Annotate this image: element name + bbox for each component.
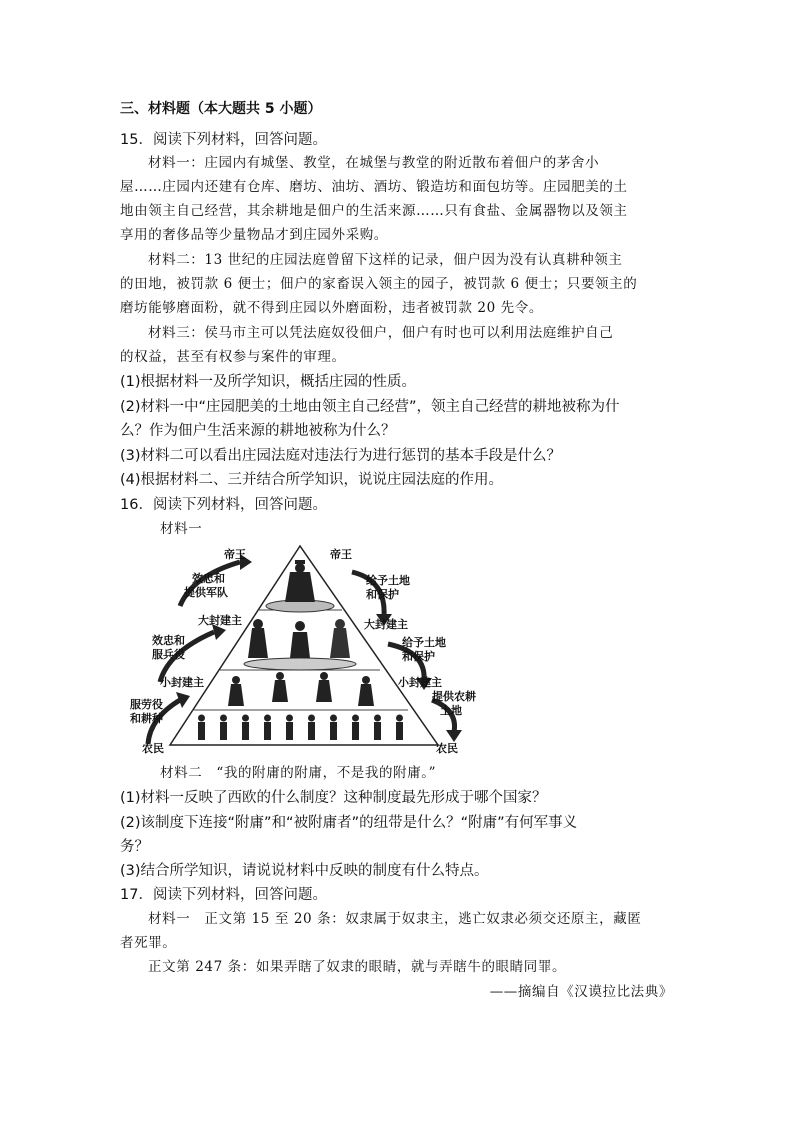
label-right3: 提供农耕 <box>432 690 476 703</box>
q17-intro: 17．阅读下列材料，回答问题。 <box>120 887 327 903</box>
label-right1: 给予土地 <box>366 574 410 587</box>
label-right2b: 和保护 <box>402 650 435 663</box>
label-minor-lord-left: 小封建主 <box>160 676 204 689</box>
q16-material1-label: 材料一 <box>160 521 203 537</box>
q15-question3: (3)材料二可以看出庄园法庭对违法行为进行惩罚的基本手段是什么？ <box>120 448 562 464</box>
q17-source: ——摘编自《汉谟拉比法典》 <box>489 984 673 1000</box>
q16-question2-line2: 务？ <box>120 839 149 855</box>
q16-question3: (3)结合所学知识，请说说材料中反映的制度有什么特点。 <box>120 863 489 879</box>
label-right3b: 土地 <box>440 704 462 717</box>
label-king-left: 帝王 <box>224 548 246 561</box>
peasants-figures-icon <box>198 715 403 741</box>
label-king-right: 帝王 <box>330 548 352 561</box>
great-lords-figures-icon <box>244 619 356 670</box>
q16-material2: 材料二 “我的附庸的附庸，不是我的附庸。” <box>160 765 437 781</box>
q16-intro: 16．阅读下列材料，回答问题。 <box>120 497 327 513</box>
label-left1: 效忠和 <box>192 572 225 585</box>
label-left2: 效忠和 <box>152 634 185 647</box>
q15-question4: (4)根据材料二、三并结合所学知识，说说庄园法庭的作用。 <box>120 472 504 488</box>
q15-material2-line3: 磨坊能够磨面粉，就不得到庄园以外磨面粉，违者被罚款 20 先令。 <box>120 300 543 316</box>
q15-question2-line1: (2)材料一中“庄园肥美的土地由领主自己经营”，领主自己经营的耕地被称为什 <box>120 399 620 415</box>
q16-question2-line1: (2)该制度下连接“附庸”和“被附庸者”的纽带是什么？“附庸”有何军事义 <box>120 815 578 831</box>
q15-material2-line2: 的田地，被罚款 6 便士；佃户的家畜误入领主的园子，被罚款 6 便士；只要领主的 <box>120 276 638 292</box>
label-left1b: 提供军队 <box>184 586 228 599</box>
feudal-hierarchy-diagram <box>130 540 480 760</box>
q15-material1-line1: 材料一：庄园内有城堡、教堂，在城堡与教堂的附近散布着佃户的茅舍小 <box>148 155 600 171</box>
q15-material1-line2: 屋……庄园内还建有仓库、磨坊、油坊、酒坊、锻造坊和面包坊等。庄园肥美的土 <box>120 179 628 195</box>
q15-question1: (1)根据材料一及所学知识，概括庄园的性质。 <box>120 374 417 390</box>
section-title: 三、材料题（本大题共 5 小题） <box>120 101 322 117</box>
label-left2b: 服兵役 <box>152 648 185 661</box>
q15-material3-line2: 的权益，甚至有权参与案件的审理。 <box>120 349 346 365</box>
q15-material1-line4: 享用的奢侈品等少量物品才到庄园外采购。 <box>120 227 388 243</box>
q15-material1-line3: 地由领主自己经营，其余耕地是佃户的生活来源……只有食盐、金属器物以及领主 <box>120 203 628 219</box>
label-left3b: 和耕种 <box>130 712 163 725</box>
label-left3: 服劳役 <box>130 698 163 711</box>
q15-intro: 15．阅读下列材料，回答问题。 <box>120 132 327 148</box>
label-peasant-right: 农民 <box>436 742 458 755</box>
label-right2: 给予土地 <box>402 636 446 649</box>
q15-material3-line1: 材料三：侯马市主可以凭法庭奴役佃户，佃户有时也可以利用法庭维护自己 <box>148 325 614 341</box>
q17-material1-line2: 者死罪。 <box>120 935 177 951</box>
label-right1b: 和保护 <box>366 588 399 601</box>
q17-material1-line1: 材料一 正文第 15 至 20 条：奴隶属于奴隶主，逃亡奴隶必须交还原主，藏匿 <box>148 911 642 927</box>
q16-question1: (1)材料一反映了西欧的什么制度？这种制度最先形成于哪个国家？ <box>120 790 547 806</box>
minor-lords-figures-icon <box>228 672 374 706</box>
label-great-lord-right: 大封建主 <box>364 618 408 631</box>
q15-material2-line1: 材料二：13 世纪的庄园法庭曾留下这样的记录，佃户因为没有认真耕种领主 <box>148 252 623 268</box>
label-great-lord-left: 大封建主 <box>198 614 242 627</box>
label-minor-lord-right: 小封建主 <box>398 676 442 689</box>
label-peasant-left: 农民 <box>142 742 164 755</box>
q15-question2-line2: 么？作为佃户生活来源的耕地被称为什么？ <box>120 423 396 439</box>
q17-material1-line3: 正文第 247 条：如果弄瞎了奴隶的眼睛，就与弄瞎牛的眼睛同罪。 <box>148 959 567 975</box>
king-figure-icon <box>266 560 334 612</box>
